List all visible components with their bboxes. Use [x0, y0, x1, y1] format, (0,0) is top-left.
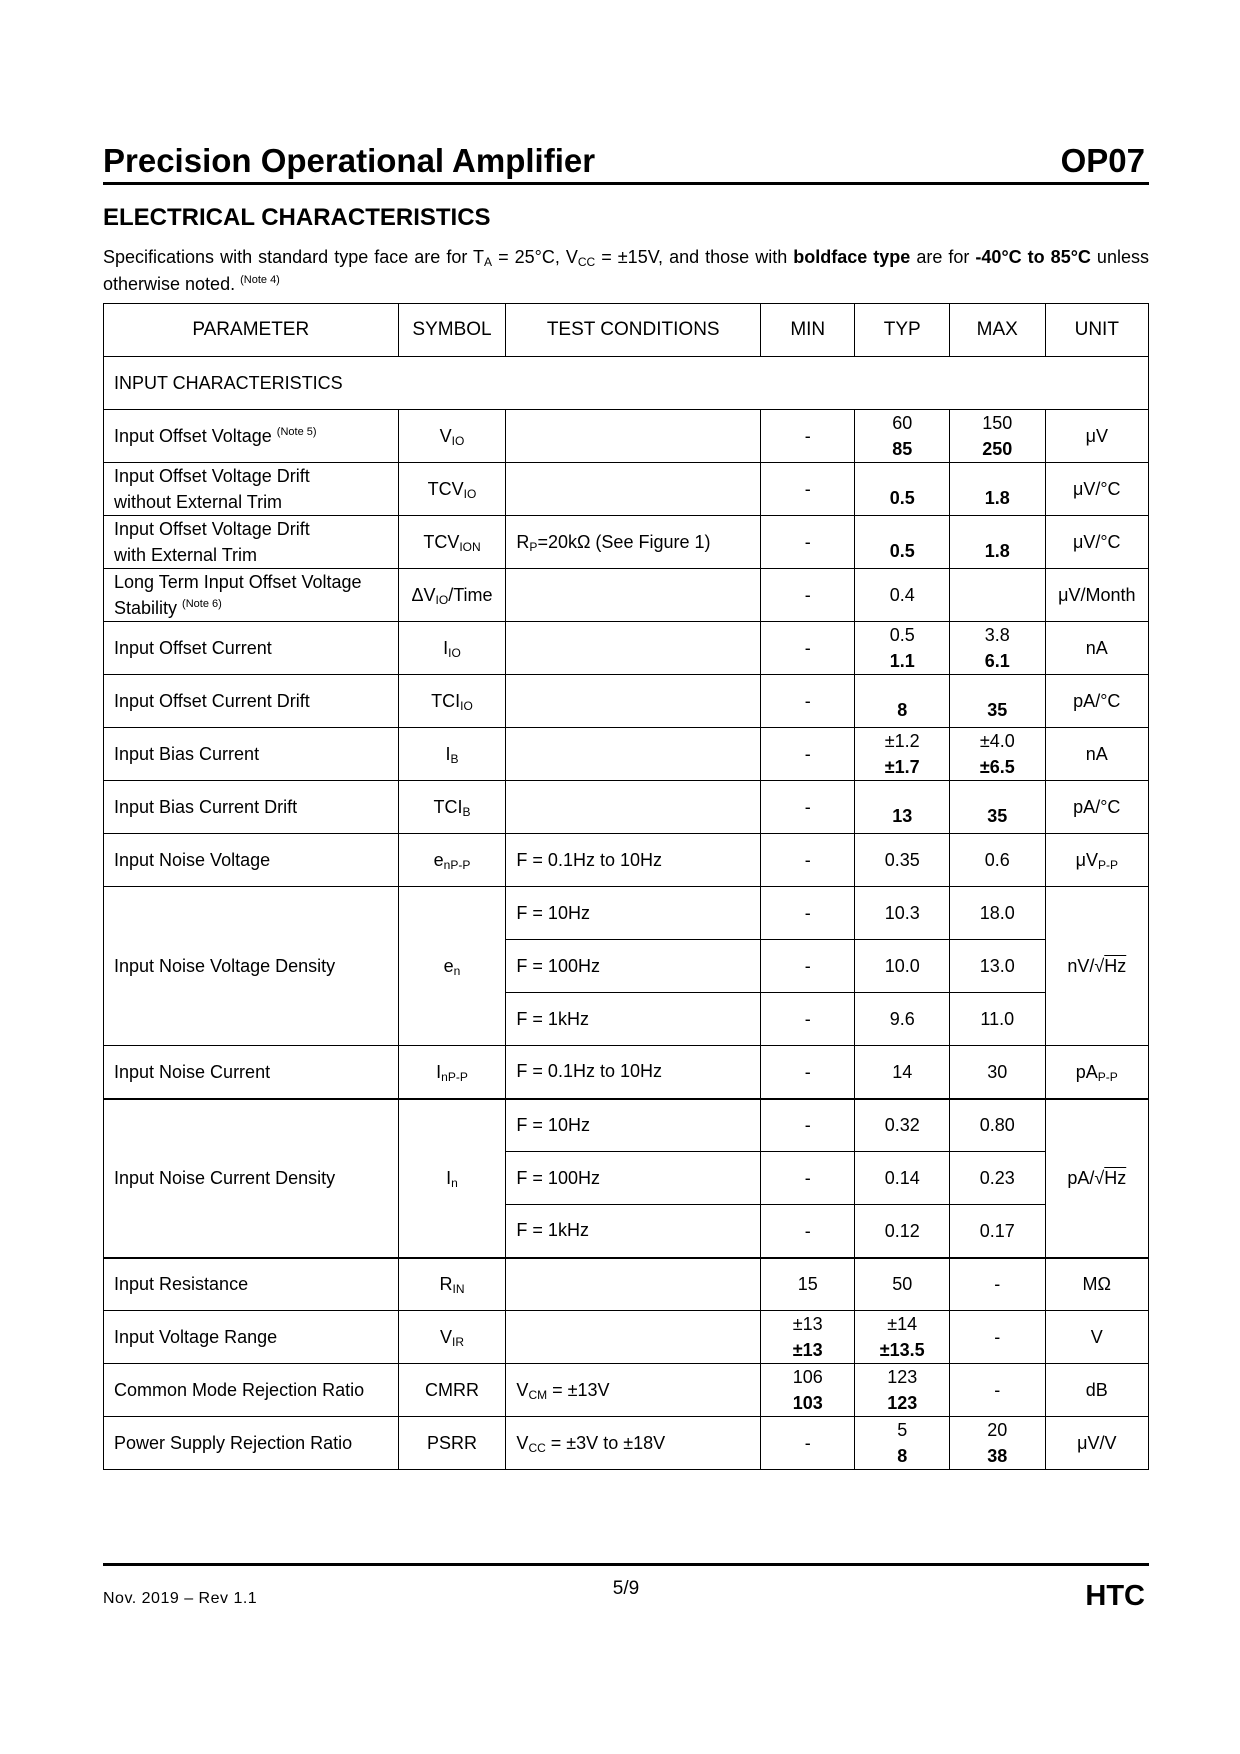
- condition-cell: [506, 781, 761, 834]
- symbol-cell: CMRR: [398, 1364, 506, 1417]
- max-cell: -: [949, 1364, 1045, 1417]
- condition-cell: F = 0.1Hz to 10Hz: [506, 834, 761, 887]
- typ-cell: 10.0: [855, 940, 949, 993]
- max-cell: 35: [949, 675, 1045, 728]
- param-cell: Input Noise Voltage Density: [104, 887, 399, 1046]
- table-row: [104, 1311, 1149, 1364]
- table-row: [104, 569, 1149, 622]
- param-cell: Input Noise Voltage: [104, 834, 399, 887]
- typ-cell: 60 85: [855, 410, 949, 463]
- max-cell: -: [949, 1258, 1045, 1311]
- condition-cell: [506, 622, 761, 675]
- unit-cell: pA/°C: [1045, 675, 1148, 728]
- typ-cell: 0.5 1.1: [855, 622, 949, 675]
- max-cell: [949, 569, 1045, 622]
- table-row: [104, 463, 1149, 516]
- max-cell: 18.0: [949, 887, 1045, 940]
- unit-cell: μV/°C: [1045, 516, 1148, 569]
- datasheet-page: [103, 0, 1149, 1754]
- min-cell: -: [761, 993, 855, 1046]
- document-title: Precision Operational Amplifier: [103, 142, 596, 179]
- symbol-cell: $TCI_B$: [398, 781, 506, 834]
- param-cell: Input Noise Current: [104, 1046, 399, 1099]
- condition-cell: $V_{CC} = \pm 3V$ to ±18V: [506, 1417, 761, 1470]
- symbol-cell: $TCV_{IO}$: [398, 463, 506, 516]
- section-title: ELECTRICAL CHARACTERISTICS: [103, 204, 491, 231]
- table-row: [104, 1417, 1149, 1470]
- unit-cell: dB: [1045, 1364, 1148, 1417]
- typ-cell: ±14 ±13.5: [855, 1311, 949, 1364]
- max-cell: ±4.0 ±6.5: [949, 728, 1045, 781]
- condition-cell: [506, 1258, 761, 1311]
- table-row: [104, 622, 1149, 675]
- max-cell: 150 250: [949, 410, 1045, 463]
- group-row: [104, 357, 1149, 410]
- symbol-cell: $V_{IR}$: [398, 1311, 506, 1364]
- revision-date: Nov. 2019 – Rev 1.1: [103, 1590, 258, 1607]
- symbol-cell: $R_{IN}$: [398, 1258, 506, 1311]
- unit-cell: V: [1045, 1311, 1148, 1364]
- symbol-cell: PSRR: [398, 1417, 506, 1470]
- condition-cell: $V_{CM} = \pm 13V$: [506, 1364, 761, 1417]
- min-cell: -: [761, 1205, 855, 1258]
- column-header: SYMBOL: [398, 304, 506, 357]
- symbol-cell: $e_{nP-P}$: [398, 834, 506, 887]
- typ-cell: 9.6: [855, 993, 949, 1046]
- unit-cell: nV/√Hz: [1045, 887, 1148, 1046]
- company-logo: HTC: [1085, 1580, 1145, 1612]
- symbol-cell: $\Delta V_{IO}$/Time: [398, 569, 506, 622]
- param-cell: Common Mode Rejection Ratio: [104, 1364, 399, 1417]
- condition-cell: F = 100Hz: [506, 940, 761, 993]
- table-row: [104, 410, 1149, 463]
- typ-cell: 0.5: [855, 516, 949, 569]
- min-cell: -: [761, 781, 855, 834]
- condition-cell: [506, 410, 761, 463]
- min-cell: -: [761, 675, 855, 728]
- max-cell: 30: [949, 1046, 1045, 1099]
- symbol-cell: $I_B$: [398, 728, 506, 781]
- condition-cell: F = 100Hz: [506, 1152, 761, 1205]
- table-row: [104, 1099, 1149, 1152]
- column-header: UNIT: [1045, 304, 1148, 357]
- param-cell: Power Supply Rejection Ratio: [104, 1417, 399, 1470]
- condition-cell: [506, 728, 761, 781]
- table-row: [104, 1258, 1149, 1311]
- intro-paragraph: Specifications with standard type face are for $T_A = 25^\circ C$, $V_{CC} = \pm 15V$, and those with boldface type are for -40°C to 85°C unless otherwise noted. $^{(Note 4)}$: [103, 247, 1149, 294]
- unit-cell: μV/Month: [1045, 569, 1148, 622]
- min-cell: -: [761, 1046, 855, 1099]
- page-number: 5/9: [612, 1578, 640, 1599]
- min-cell: -: [761, 1099, 855, 1152]
- param-cell: Input Offset Current Drift: [104, 675, 399, 728]
- unit-cell: pA/√Hz: [1045, 1099, 1148, 1258]
- condition-cell: [506, 463, 761, 516]
- min-cell: -: [761, 410, 855, 463]
- unit-cell: nA: [1045, 728, 1148, 781]
- table-row: [104, 516, 1149, 569]
- condition-cell: F = 0.1Hz to 10Hz: [506, 1046, 761, 1099]
- max-cell: 35: [949, 781, 1045, 834]
- param-cell: Input Noise Current Density: [104, 1099, 399, 1258]
- page-header: [103, 138, 1149, 185]
- unit-cell: μV/°C: [1045, 463, 1148, 516]
- typ-cell: 8: [855, 675, 949, 728]
- min-cell: -: [761, 887, 855, 940]
- param-cell: Input Bias Current: [104, 728, 399, 781]
- min-cell: -: [761, 1417, 855, 1470]
- typ-cell: ±1.2 ±1.7: [855, 728, 949, 781]
- part-number: OP07: [1060, 142, 1145, 179]
- min-cell: -: [761, 463, 855, 516]
- max-cell: 0.6: [949, 834, 1045, 887]
- condition-cell: $R_P=20k\Omega$ (See Figure 1): [506, 516, 761, 569]
- symbol-cell: $TCV_{ION}$: [398, 516, 506, 569]
- param-cell: Input Bias Current Drift: [104, 781, 399, 834]
- unit-cell: nA: [1045, 622, 1148, 675]
- max-cell: 0.80: [949, 1099, 1045, 1152]
- symbol-cell: $e_n$: [398, 887, 506, 1046]
- condition-cell: F = 1kHz: [506, 1205, 761, 1258]
- typ-cell: 50: [855, 1258, 949, 1311]
- unit-cell: μV: [1045, 410, 1148, 463]
- column-header: PARAMETER: [104, 304, 399, 357]
- typ-cell: 0.5: [855, 463, 949, 516]
- symbol-cell: $I_n$: [398, 1099, 506, 1258]
- min-cell: -: [761, 1152, 855, 1205]
- param-cell: Input Offset Voltage Drift with External Trim: [104, 516, 399, 569]
- min-cell: -: [761, 622, 855, 675]
- unit-cell: μV/V: [1045, 1417, 1148, 1470]
- condition-cell: [506, 1311, 761, 1364]
- typ-cell: 10.3: [855, 887, 949, 940]
- table-header-row: [104, 304, 1149, 357]
- condition-cell: [506, 569, 761, 622]
- min-cell: ±13 ±13: [761, 1311, 855, 1364]
- min-cell: 106 103: [761, 1364, 855, 1417]
- symbol-cell: $V_{IO}$: [398, 410, 506, 463]
- group-label: INPUT CHARACTERISTICS: [104, 357, 1149, 410]
- column-header: TEST CONDITIONS: [506, 304, 761, 357]
- max-cell: 3.8 6.1: [949, 622, 1045, 675]
- param-cell: Input Offset Voltage Drift without External Trim: [104, 463, 399, 516]
- min-cell: -: [761, 569, 855, 622]
- symbol-cell: $I_{IO}$: [398, 622, 506, 675]
- max-cell: 11.0: [949, 993, 1045, 1046]
- typ-cell: 0.32: [855, 1099, 949, 1152]
- min-cell: -: [761, 940, 855, 993]
- unit-cell: $pA_{P-P}$: [1045, 1046, 1148, 1099]
- table-row: [104, 1364, 1149, 1417]
- max-cell: 1.8: [949, 516, 1045, 569]
- max-cell: 13.0: [949, 940, 1045, 993]
- param-cell: Input Resistance: [104, 1258, 399, 1311]
- min-cell: -: [761, 516, 855, 569]
- page-footer: [103, 1563, 1149, 1626]
- electrical-characteristics-table: [103, 303, 1149, 1470]
- typ-cell: 14: [855, 1046, 949, 1099]
- condition-cell: [506, 675, 761, 728]
- typ-cell: 0.14: [855, 1152, 949, 1205]
- condition-cell: F = 10Hz: [506, 887, 761, 940]
- param-cell: Input Offset Voltage $^{(Note 5)}$: [104, 410, 399, 463]
- typ-cell: 0.35: [855, 834, 949, 887]
- unit-cell: pA/°C: [1045, 781, 1148, 834]
- typ-cell: 0.4: [855, 569, 949, 622]
- max-cell: 0.17: [949, 1205, 1045, 1258]
- symbol-cell: $TCI_{IO}$: [398, 675, 506, 728]
- table-row: [104, 781, 1149, 834]
- unit-cell: MΩ: [1045, 1258, 1148, 1311]
- symbol-cell: $I_{nP-P}$: [398, 1046, 506, 1099]
- table-row: [104, 675, 1149, 728]
- max-cell: -: [949, 1311, 1045, 1364]
- condition-cell: F = 10Hz: [506, 1099, 761, 1152]
- min-cell: 15: [761, 1258, 855, 1311]
- param-cell: Input Offset Current: [104, 622, 399, 675]
- column-header: MIN: [761, 304, 855, 357]
- unit-cell: $\mu V_{P-P}$: [1045, 834, 1148, 887]
- typ-cell: 5 8: [855, 1417, 949, 1470]
- max-cell: 0.23: [949, 1152, 1045, 1205]
- typ-cell: 0.12: [855, 1205, 949, 1258]
- column-header: MAX: [949, 304, 1045, 357]
- table-row: [104, 834, 1149, 887]
- column-header: TYP: [855, 304, 949, 357]
- table-row: [104, 1046, 1149, 1099]
- min-cell: -: [761, 834, 855, 887]
- table-row: [104, 887, 1149, 940]
- max-cell: 20 38: [949, 1417, 1045, 1470]
- min-cell: -: [761, 728, 855, 781]
- table-row: [104, 728, 1149, 781]
- param-cell: Long Term Input Offset Voltage Stability $^{(Note 6)}$: [104, 569, 399, 622]
- max-cell: 1.8: [949, 463, 1045, 516]
- typ-cell: 123 123: [855, 1364, 949, 1417]
- condition-cell: F = 1kHz: [506, 993, 761, 1046]
- typ-cell: 13: [855, 781, 949, 834]
- param-cell: Input Voltage Range: [104, 1311, 399, 1364]
